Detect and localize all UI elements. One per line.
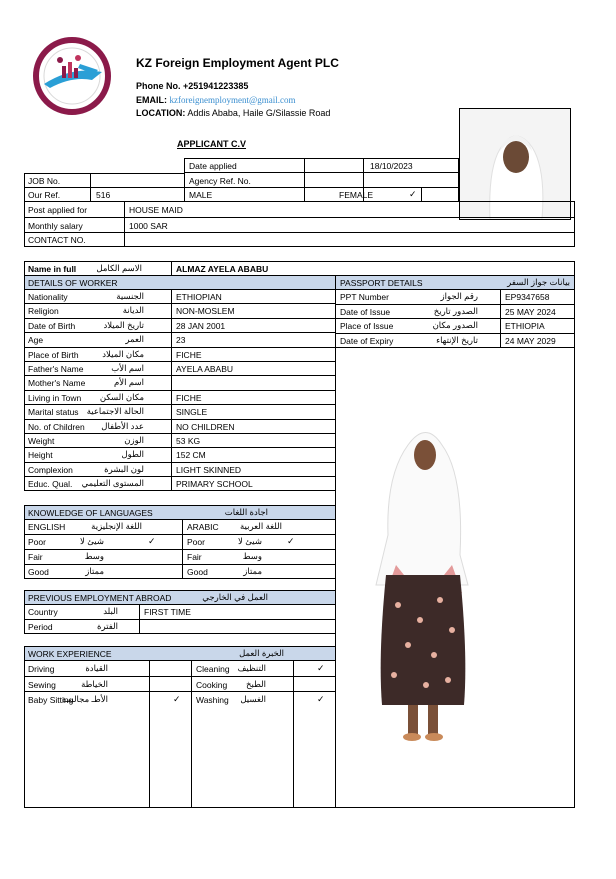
detail-value: ETHIOPIAN xyxy=(176,292,222,302)
row-divider xyxy=(335,304,575,305)
passport-label: PPT Number xyxy=(340,292,389,302)
row-divider xyxy=(24,390,336,391)
detail-label-ar: اسم الأم xyxy=(114,377,144,388)
detail-label-ar: الديانة xyxy=(122,305,144,316)
work-skill-label: Sewing xyxy=(28,680,56,690)
row-divider xyxy=(24,462,336,463)
row-divider xyxy=(24,549,336,550)
detail-value: LIGHT SKINNED xyxy=(176,464,242,475)
passport-title: PASSPORT DETAILS xyxy=(340,278,423,288)
detail-label: Living in Town xyxy=(28,392,82,403)
detail-label: Complexion xyxy=(28,464,73,475)
detail-label-ar: الحالة الاجتماعية xyxy=(86,406,144,417)
our-ref-value: 516 xyxy=(96,190,111,200)
col-divider xyxy=(223,534,224,579)
english-level-label: Good xyxy=(28,567,49,577)
abroad-title-ar: العمل في الخارجي xyxy=(202,592,268,602)
email-value[interactable]: kzforeignemployment@gmail.com xyxy=(169,95,296,105)
detail-value: NON-MOSLEM xyxy=(176,306,235,317)
work-skill-label: Cleaning xyxy=(196,664,230,674)
company-location xyxy=(136,109,330,118)
english-label-ar: اللغة الإنجليزية xyxy=(91,521,142,531)
name-label-ar: الاسم الكامل xyxy=(96,263,142,273)
detail-value: 28 JAN 2001 xyxy=(176,320,226,331)
row-divider xyxy=(24,476,336,477)
arabic-level-label: Good xyxy=(187,567,208,577)
salary-label: Monthly salary xyxy=(28,221,83,231)
salary-row xyxy=(24,217,575,233)
detail-label-ar: اسم الأب xyxy=(111,363,144,373)
arabic-label: ARABIC xyxy=(187,522,219,532)
detail-value: 53 KG xyxy=(176,436,201,446)
female-label: FEMALE xyxy=(339,190,374,200)
english-label: ENGLISH xyxy=(28,522,66,532)
row-divider xyxy=(24,347,336,348)
detail-value: FICHE xyxy=(176,349,202,360)
post-row xyxy=(24,201,575,218)
contact-label: CONTACT NO. xyxy=(28,235,86,245)
detail-label: Place of Birth xyxy=(28,349,79,360)
work-title-ar: الخبرة العمل xyxy=(239,648,284,658)
post-value: HOUSE MAID xyxy=(129,205,183,215)
work-skill-label-ar: الغسيل xyxy=(240,694,266,704)
work-skill-label: Baby Sitting xyxy=(28,695,74,705)
detail-label-ar: الوزن xyxy=(124,435,144,445)
detail-label: Nationality xyxy=(28,292,68,302)
date-applied-value: 18/10/2023 xyxy=(370,161,413,171)
row-divider xyxy=(335,333,575,334)
country-label: Country xyxy=(28,607,58,617)
english-level-label-ar: شيئ لا xyxy=(80,536,104,546)
location-label: LOCATION: xyxy=(136,108,186,118)
row-divider xyxy=(24,534,336,535)
detail-label-ar: مكان السكن xyxy=(99,391,144,402)
detail-label-ar: الجنسية xyxy=(116,291,144,301)
passport-label-ar: الصدور مكان xyxy=(432,320,478,330)
passport-label-ar: الصدور تاريخ xyxy=(433,305,478,316)
detail-label: Educ. Qual. xyxy=(28,479,73,490)
detail-value: 152 CM xyxy=(176,450,206,461)
row-divider xyxy=(24,318,336,319)
detail-label: No. of Children xyxy=(28,421,85,432)
name-value: ALMAZ AYELA ABABU xyxy=(176,264,269,274)
work-skill-label: Washing xyxy=(196,695,229,705)
job-no-label: JOB No. xyxy=(28,176,61,186)
arabic-level-label-ar: وسط xyxy=(242,551,262,561)
passport-label: Date of Issue xyxy=(340,306,391,317)
work-skill-label-ar: الأطـ مجالسة xyxy=(61,694,108,704)
detail-label: Weight xyxy=(28,436,55,446)
row-divider xyxy=(24,433,336,434)
phone-label: Phone No. xyxy=(136,81,181,91)
agency-ref-label: Agency Ref. No. xyxy=(189,176,251,186)
detail-label-ar: العمر xyxy=(125,334,144,345)
passport-value: EP9347658 xyxy=(505,292,550,302)
detail-value: AYELA ABABU xyxy=(176,364,234,374)
detail-label: Age xyxy=(28,335,44,346)
detail-label-ar: مكان الميلاد xyxy=(102,348,144,359)
arabic-level-label: Poor xyxy=(187,537,205,547)
arabic-level-label: Fair xyxy=(187,552,202,562)
detail-label: Religion xyxy=(28,306,59,317)
english-level-label-ar: وسط xyxy=(84,551,104,561)
detail-label-ar: عدد الأطفال xyxy=(101,420,144,431)
arabic-level-checkmark: ✓ xyxy=(287,536,295,546)
work-skill-label: Driving xyxy=(28,664,55,674)
detail-label: Marital status xyxy=(28,407,79,418)
gender-row xyxy=(184,187,459,202)
detail-label-ar: الطول xyxy=(121,449,144,460)
arabic-level-label-ar: شيئ لا xyxy=(238,536,262,546)
english-level-checkmark: ✓ xyxy=(148,536,156,546)
work-skill-label-ar: الطبخ xyxy=(246,679,266,689)
passport-value: 24 MAY 2029 xyxy=(505,335,556,346)
work-skill-label: Cooking xyxy=(196,680,228,690)
work-skill-checkmark: ✓ xyxy=(317,663,325,673)
detail-value: FICHE xyxy=(176,392,202,403)
passport-label: Date of Expiry xyxy=(340,335,394,346)
passport-value: 25 MAY 2024 xyxy=(505,306,556,317)
male-label: MALE xyxy=(189,190,213,200)
row-divider xyxy=(335,289,575,290)
work-skill-label-ar: القيادة xyxy=(85,663,108,673)
row-divider xyxy=(24,419,336,420)
col-divider xyxy=(263,534,264,579)
row-divider xyxy=(24,303,336,304)
date-applied-label: Date applied xyxy=(189,161,237,171)
row-divider xyxy=(24,375,336,376)
work-skill-checkmark: ✓ xyxy=(317,694,325,704)
col-divider xyxy=(104,534,105,579)
female-checkmark: ✓ xyxy=(409,189,417,199)
company-name: KZ Foreign Employment Agent PLC xyxy=(136,56,339,70)
country-value: FIRST TIME xyxy=(144,607,191,617)
post-label: Post applied for xyxy=(28,205,88,215)
row-divider xyxy=(24,361,336,362)
detail-value: NO CHILDREN xyxy=(176,421,235,432)
languages-title-ar: اجادة اللغات xyxy=(224,507,268,517)
our-ref-label: Our Ref. xyxy=(28,190,61,200)
salary-value: 1000 SAR xyxy=(129,221,168,231)
english-level-label-ar: ممتاز xyxy=(85,566,104,576)
detail-label: Date of Birth xyxy=(28,320,76,331)
detail-label: Mother's Name xyxy=(28,378,86,389)
passport-title-ar: بيانات جواز السفر xyxy=(507,277,570,287)
work-title: WORK EXPERIENCE xyxy=(28,649,112,659)
detail-value: 23 xyxy=(176,335,186,346)
passport-label: Place of Issue xyxy=(340,321,394,331)
passport-label-ar: رقم الجواز xyxy=(440,291,478,301)
row-divider xyxy=(335,347,575,348)
work-skill-label-ar: الخياطة xyxy=(81,679,108,689)
detail-label: Height xyxy=(28,450,53,461)
col-divider xyxy=(143,534,144,579)
email-label: EMAIL: xyxy=(136,95,167,105)
row-divider xyxy=(24,564,336,565)
row-divider xyxy=(24,289,336,290)
detail-label-ar: تاريخ الميلاد xyxy=(103,319,144,330)
arabic-label-ar: اللغة العربية xyxy=(239,521,282,531)
period-label-ar: الفترة xyxy=(97,621,118,631)
detail-label: Father's Name xyxy=(28,364,84,374)
company-email xyxy=(136,96,296,105)
name-label: Name in full xyxy=(28,264,77,274)
period-label: Period xyxy=(28,622,53,632)
row-divider xyxy=(24,404,336,405)
languages-title: KNOWLEDGE OF LANGUAGES xyxy=(28,508,153,518)
cv-title: APPLICANT C.V xyxy=(177,139,247,149)
arabic-level-label-ar: ممتاز xyxy=(243,566,262,576)
applicant-photo-full xyxy=(368,415,478,745)
phone-value: +251941223385 xyxy=(183,81,249,91)
detail-value: SINGLE xyxy=(176,407,208,418)
location-value: Addis Ababa, Haile G/Silassie Road xyxy=(187,108,331,118)
row-divider xyxy=(24,332,336,333)
company-phone xyxy=(136,82,248,91)
detail-label-ar: المستوى التعليمي xyxy=(81,478,144,489)
passport-value: ETHIOPIA xyxy=(505,321,545,331)
english-level-label: Fair xyxy=(28,552,43,562)
row-divider xyxy=(24,447,336,448)
contact-row xyxy=(24,232,575,247)
work-skill-label-ar: التنظيف xyxy=(237,663,266,673)
company-logo xyxy=(32,36,112,116)
work-skill-checkmark: ✓ xyxy=(173,694,181,704)
passport-label-ar: تاريخ الإنتهاء xyxy=(436,334,478,345)
abroad-title: PREVIOUS EMPLOYMENT ABROAD xyxy=(28,593,172,603)
row-divider xyxy=(335,318,575,319)
english-level-label: Poor xyxy=(28,537,46,547)
detail-label-ar: لون البشرة xyxy=(104,463,144,474)
detail-value: PRIMARY SCHOOL xyxy=(176,479,253,490)
country-label-ar: البلد xyxy=(103,606,118,616)
details-title: DETAILS OF WORKER xyxy=(28,278,118,288)
